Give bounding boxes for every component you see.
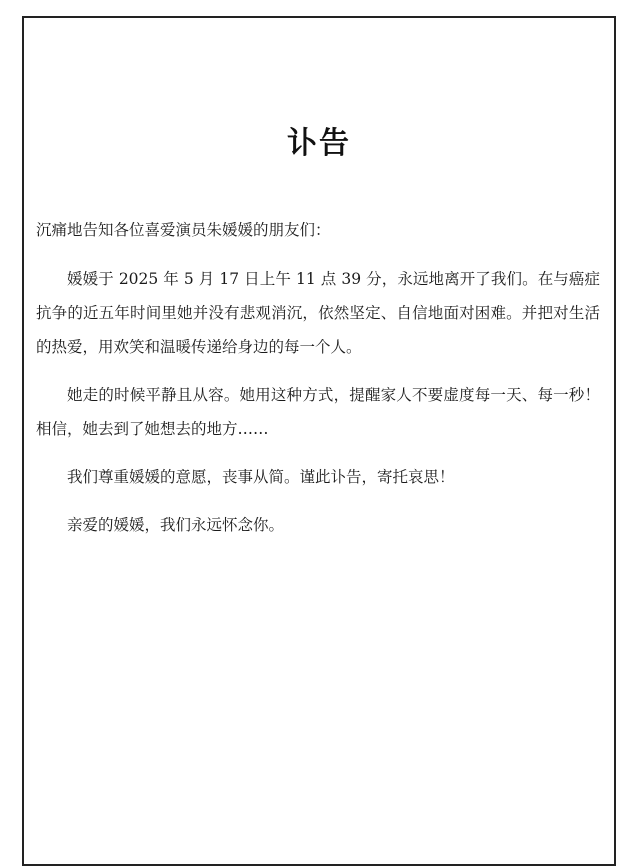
paragraph-announcement: 媛媛于 2025 年 5 月 17 日上午 11 点 39 分，永远地离开了我们。在与癌症抗争的近五年时间里她并没有悲观消沉，依然坚定、自信地面对困难。并把对生活的热爱，用欢笑和温暖传递给身边的每一个人。 — [36, 270, 600, 356]
paragraph-funeral-arrangements: 我们尊重媛媛的意愿，丧事从简。谨此讣告，寄托哀思！ — [67, 468, 455, 486]
salutation: 沉痛地告知各位喜爱演员朱媛媛的朋友们： — [36, 221, 331, 239]
document-body — [36, 262, 600, 556]
paragraph-closing: 亲爱的媛媛，我们永远怀念你。 — [67, 516, 285, 534]
paragraph-farewell: 她走的时候平静且从容。她用这种方式，提醒家人不要虚度每一天、每一秒！相信，她去到了她想去的地方…… — [36, 386, 600, 438]
document-page — [22, 16, 616, 866]
document-title: 讣告 — [287, 126, 351, 161]
